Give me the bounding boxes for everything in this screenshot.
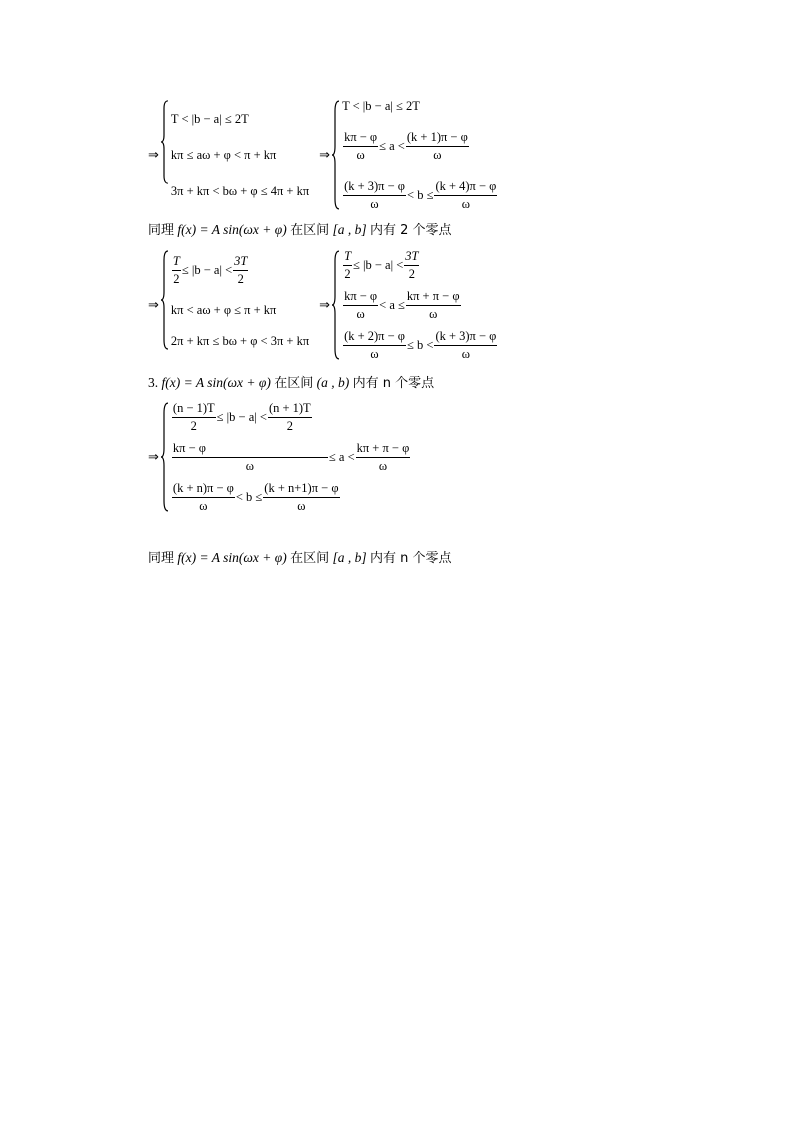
implies-symbol: ⇒ — [319, 147, 331, 163]
system-line: $\frac{T}{2}$ ≤ |b − a| < $\frac{3T}{2}$ — [344, 249, 419, 281]
fraction: $\frac{k\pi + \pi - \varphi}{\omega}$ — [356, 441, 410, 473]
fraction: $\frac{(n + 1)T}{2}$ — [268, 401, 311, 433]
fraction: $\frac{(k + 3)\pi - \varphi}{\omega}$ — [435, 329, 497, 361]
inequality-system — [171, 402, 411, 512]
system-line: kπ ≤ aω + φ < π + kπ — [170, 147, 277, 162]
implies-symbol: ⇒ — [319, 297, 331, 313]
text-line-2: 3. f(x) = A sin(ωx + φ) 在区间 (a , b) 内有 n 个零点 — [148, 375, 435, 391]
fraction: $\frac{(k + 1)\pi - \varphi}{\omega}$ — [406, 130, 468, 162]
fraction: $\frac{T}{2}$ — [344, 249, 352, 281]
left-brace — [332, 100, 340, 210]
system-line: 3π + kπ < bω + φ ≤ 4π + kπ — [170, 183, 310, 198]
system-line: T < |b − a| ≤ 2T — [342, 99, 420, 113]
inequality-system-right — [342, 100, 498, 210]
formula-block-3 — [148, 402, 411, 512]
system-line: kπ < aω + φ ≤ π + kπ — [170, 302, 277, 317]
system-line: $\frac{(n - 1)T}{2}$ ≤ |b − a| < $\frac{(n + 1)T}{2}$ — [172, 401, 311, 433]
inequality-system-left — [171, 107, 309, 203]
left-brace — [161, 402, 169, 512]
fraction: $\frac{(k + 2)\pi - \varphi}{\omega}$ — [344, 329, 406, 361]
system-line: $\frac{(k + 2)\pi - \varphi}{\omega}$ ≤ b < $\frac{(k + 3)\pi - \varphi}{\omega}$ — [344, 329, 497, 361]
fraction: $\frac{(k + n)\pi - \varphi}{\omega}$ — [172, 481, 234, 513]
fraction: $\frac{(k + 3)\pi - \varphi}{\omega}$ — [344, 179, 406, 211]
fraction: $\frac{(n - 1)T}{2}$ — [172, 401, 215, 433]
system-line: $\frac{k\pi - \varphi}{\omega}$ ≤ a < $\frac{(k + 1)\pi - \varphi}{\omega}$ — [344, 130, 468, 162]
implies-symbol: ⇒ — [148, 147, 159, 163]
system-line: 2π + kπ ≤ bω + φ < 3π + kπ — [170, 333, 310, 348]
fraction: $\frac{k\pi - \varphi}{\omega}$ — [344, 289, 378, 321]
system-line: $\frac{k\pi - \varphi}{\omega}$ ≤ a < $\frac{k\pi + \pi - \varphi}{\omega}$ — [172, 441, 410, 473]
fraction: $\frac{k\pi - \varphi}{\omega}$ — [344, 130, 378, 162]
system-line: T < |b − a| ≤ 2T — [170, 112, 249, 126]
text-line-1: 同理 f(x) = A sin(ωx + φ) 在区间 [a , b] 内有 2 个零点 — [148, 222, 452, 238]
inequality-system-left — [171, 255, 309, 355]
formula-block-1 — [148, 100, 498, 210]
implies-symbol: ⇒ — [148, 449, 159, 465]
left-brace — [332, 250, 340, 360]
system-line: $\frac{T}{2}$ ≤ |b − a| < $\frac{3T}{2}$ — [172, 254, 248, 286]
fraction: $\frac{(k + n+1)\pi - \varphi}{\omega}$ — [264, 481, 339, 513]
inequality-system-right — [342, 250, 498, 360]
fraction: $\frac{k\pi - \varphi}{\omega}$ — [172, 442, 328, 472]
fraction: $\frac{k\pi + \pi - \varphi}{\omega}$ — [406, 289, 460, 321]
implies-symbol: ⇒ — [148, 297, 159, 313]
system-line: $\frac{(k + 3)\pi - \varphi}{\omega}$ < b ≤ $\frac{(k + 4)\pi - \varphi}{\omega}$ — [344, 179, 497, 211]
system-line: $\frac{(k + n)\pi - \varphi}{\omega}$ < b ≤ $\frac{(k + n+1)\pi - \varphi}{\omega}$ — [172, 481, 339, 513]
fraction: $\frac{3T}{2}$ — [234, 254, 248, 286]
fraction: $\frac{(k + 4)\pi - \varphi}{\omega}$ — [435, 179, 497, 211]
system-line: $\frac{k\pi - \varphi}{\omega}$ < a ≤ $\frac{k\pi + \pi - \varphi}{\omega}$ — [344, 289, 460, 321]
left-brace — [161, 250, 169, 350]
left-brace — [161, 100, 169, 184]
formula-block-2 — [148, 250, 498, 360]
text-line-3: 同理 f(x) = A sin(ωx + φ) 在区间 [a , b] 内有 n 个零点 — [148, 550, 452, 566]
fraction: $\frac{T}{2}$ — [172, 254, 180, 286]
fraction: $\frac{3T}{2}$ — [405, 249, 419, 281]
